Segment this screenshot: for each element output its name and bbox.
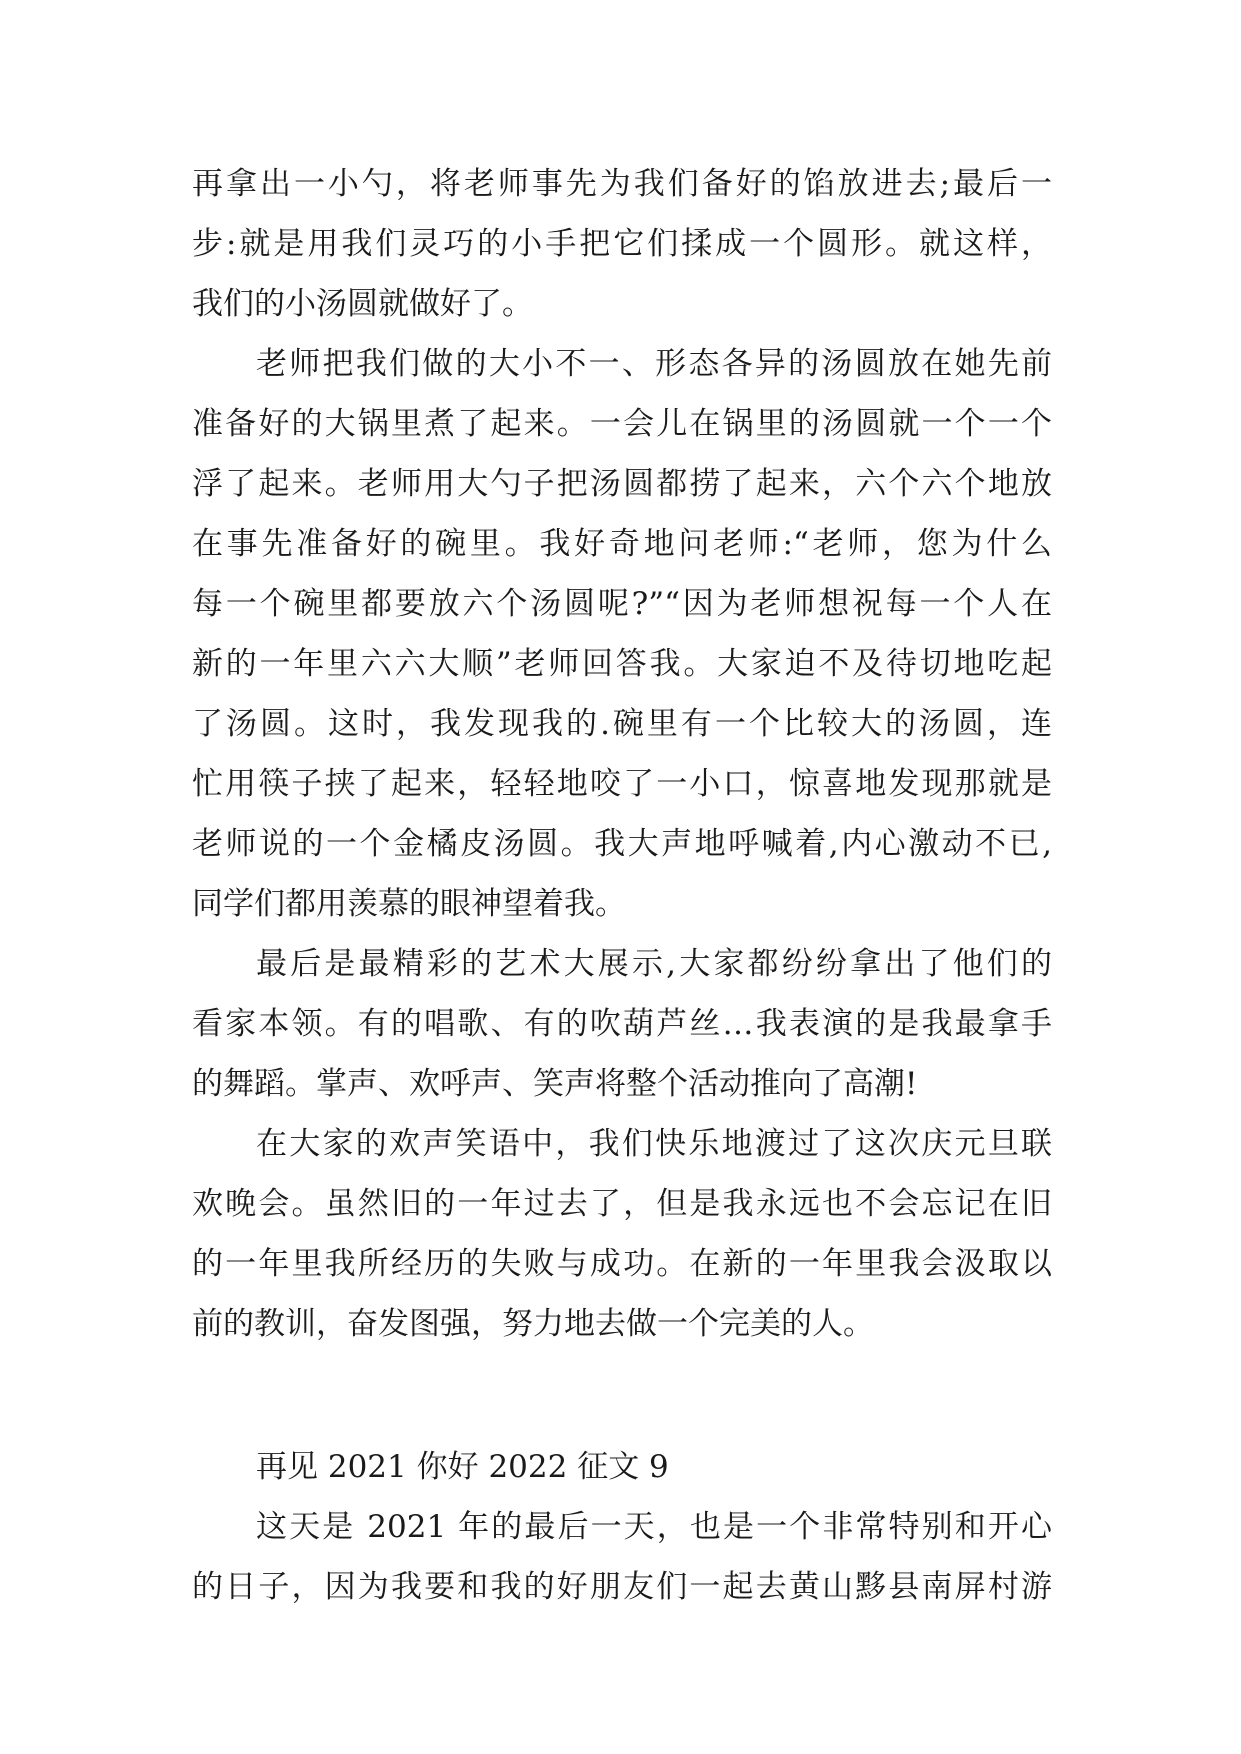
text-line: 老师说的一个金橘皮汤圆。我大声地呼喊着,内心激动不已,	[192, 826, 1052, 862]
text-line: 的日子，因为我要和我的好朋友们一起去黄山黟县南屏村游	[192, 1569, 1052, 1605]
text-line: 在事先准备好的碗里。我好奇地问老师:“老师，您为什么	[192, 526, 1052, 562]
paragraph	[192, 934, 1052, 1114]
text-line: 步:就是用我们灵巧的小手把它们揉成一个圆形。就这样，	[192, 226, 1052, 262]
text-line: 新的一年里六六大顺”老师回答我。大家迫不及待切地吃起	[192, 646, 1052, 682]
text-line: 忙用筷子挟了起来，轻轻地咬了一小口，惊喜地发现那就是	[192, 766, 1052, 802]
document-body	[192, 154, 1052, 1617]
text-line: 每一个碗里都要放六个汤圆呢?”“因为老师想祝每一个人在	[192, 586, 1052, 622]
text-line: 了汤圆。这时，我发现我的.碗里有一个比较大的汤圆，连	[192, 706, 1052, 742]
text-line: 这天是 2021 年的最后一天，也是一个非常特别和开心	[256, 1509, 1052, 1545]
text-line: 的舞蹈。掌声、欢呼声、笑声将整个活动推向了高潮!	[192, 1066, 918, 1102]
text-line: 最后是最精彩的艺术大展示,大家都纷纷拿出了他们的	[256, 946, 1052, 982]
text-line: 前的教训，奋发图强，努力地去做一个完美的人。	[192, 1306, 874, 1342]
paragraph	[192, 1497, 1052, 1617]
paragraph	[192, 334, 1052, 934]
section-spacer	[192, 1354, 1052, 1437]
text-line: 再拿出一小勺，将老师事先为我们备好的馅放进去;最后一	[192, 166, 1052, 202]
text-line: 看家本领。有的唱歌、有的吹葫芦丝…我表演的是我最拿手	[192, 1006, 1052, 1042]
text-line: 浮了起来。老师用大勺子把汤圆都捞了起来，六个六个地放	[192, 466, 1052, 502]
text-line: 的一年里我所经历的失败与成功。在新的一年里我会汲取以	[192, 1246, 1052, 1282]
section-heading: 再见 2021 你好 2022 征文 9	[256, 1449, 669, 1485]
text-line: 准备好的大锅里煮了起来。一会儿在锅里的汤圆就一个一个	[192, 406, 1052, 442]
text-line: 在大家的欢声笑语中，我们快乐地渡过了这次庆元旦联	[256, 1126, 1052, 1162]
paragraph	[192, 154, 1052, 334]
text-line: 老师把我们做的大小不一、形态各异的汤圆放在她先前	[256, 346, 1052, 382]
text-line: 同学们都用羡慕的眼神望着我。	[192, 886, 626, 922]
text-line: 我们的小汤圆就做好了。	[192, 286, 533, 322]
paragraph	[192, 1114, 1052, 1354]
text-line: 欢晚会。虽然旧的一年过去了，但是我永远也不会忘记在旧	[192, 1186, 1052, 1222]
